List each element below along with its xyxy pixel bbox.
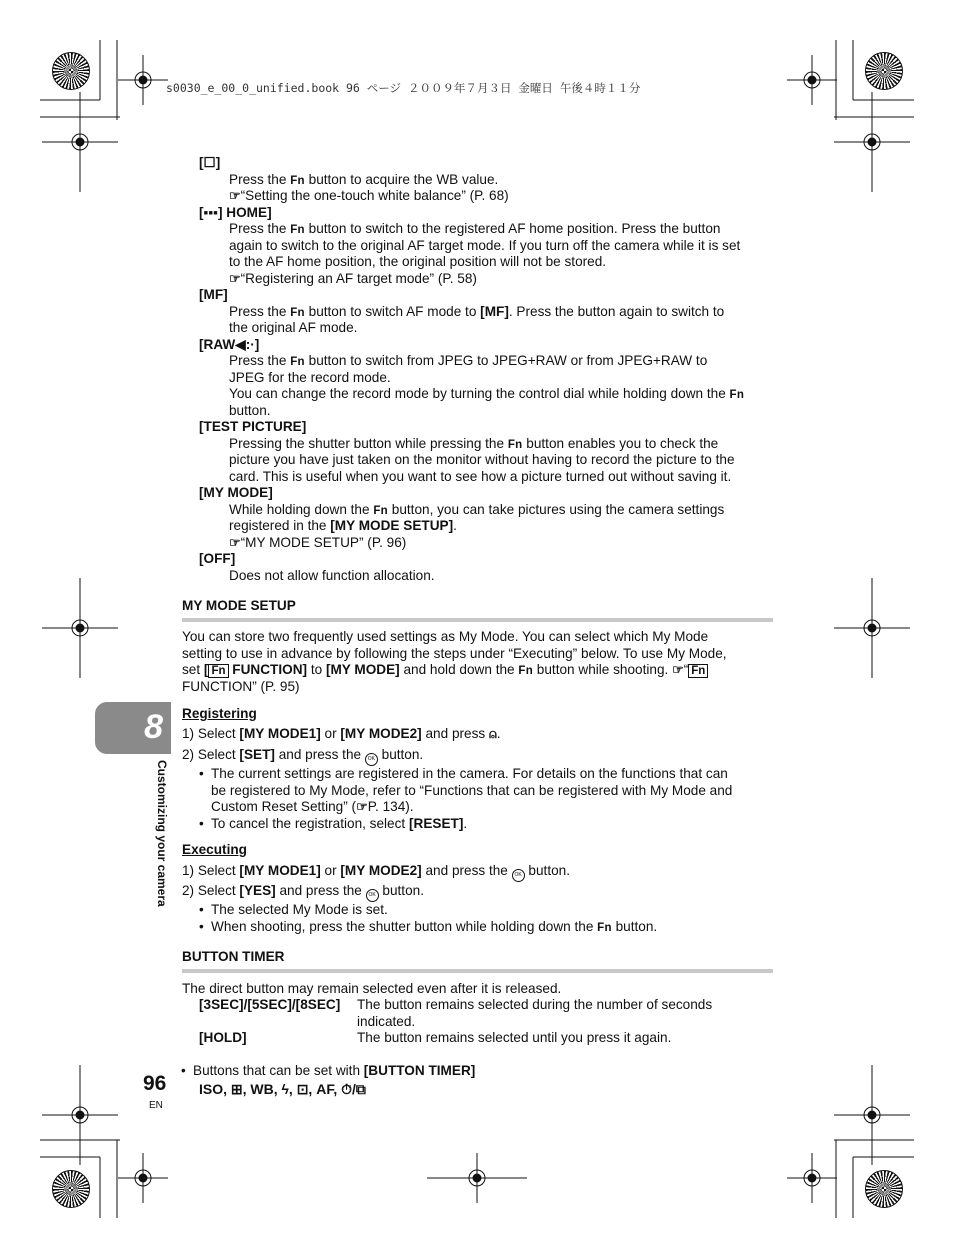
item-title: [☐] bbox=[199, 155, 221, 170]
bullet-text: When shooting, press the shutter button while holding down the Fn button. bbox=[211, 918, 658, 934]
subheading: Executing bbox=[182, 842, 247, 857]
fn-button-icon: Fn bbox=[518, 665, 534, 677]
item-text: again to switch to the original AF target mode. If you turn off the camera while it is set bbox=[229, 237, 741, 253]
item-text: ☞“MY MODE SETUP” (P. 96) bbox=[229, 534, 407, 550]
timer-option: [HOLD] bbox=[199, 1030, 247, 1045]
item-text: card. This is useful when you want to see how a picture turned out without saving it. bbox=[229, 468, 732, 484]
item-text: button. bbox=[229, 402, 271, 418]
fn-button-icon: Fn bbox=[290, 306, 305, 319]
item-title: [TEST PICTURE] bbox=[199, 419, 307, 434]
bold-term: [MF] bbox=[480, 303, 509, 319]
bold-term: [BUTTON TIMER] bbox=[363, 1063, 476, 1078]
intro-text: FUNCTION” (P. 95) bbox=[182, 678, 300, 694]
bullet-text: The selected My Mode is set. bbox=[211, 902, 388, 917]
intro-text: You can store two frequently used settings as My Mode. You can select which My Mode bbox=[182, 629, 709, 644]
section-rule bbox=[182, 969, 773, 973]
fn-button-icon: Fn bbox=[507, 438, 523, 451]
language-code: EN bbox=[149, 1100, 163, 1111]
timer-desc: The button remains selected until you press it again. bbox=[357, 1030, 672, 1045]
reference-icon: ☞ bbox=[229, 270, 241, 286]
intro-text: The direct button may remain selected even after it is released. bbox=[182, 981, 562, 996]
bold-term: [YES] bbox=[239, 883, 276, 898]
item-text: ☞“Setting the one-touch white balance” (P. 68) bbox=[229, 188, 509, 203]
bullet-icon: • bbox=[199, 918, 204, 934]
chapter-number: 8 bbox=[144, 708, 163, 746]
timer-desc: The button remains selected during the number of seconds bbox=[357, 997, 713, 1012]
fn-button-icon: Fn bbox=[290, 174, 305, 187]
item-title: [MF] bbox=[199, 287, 228, 302]
item-text: Press the Fn button to switch AF mode to [MF]. Press the button again to switch to bbox=[229, 303, 725, 319]
bullet-text: be registered to My Mode, refer to “Functions that can be registered with My Mode and bbox=[211, 782, 733, 798]
bold-term: [MY MODE2] bbox=[340, 863, 422, 878]
note-text: Buttons that can be set with [BUTTON TIMER] bbox=[193, 1063, 476, 1078]
bold-term: [MY MODE] bbox=[325, 662, 400, 677]
bold-term: [MY MODE SETUP] bbox=[330, 518, 454, 533]
timer-desc: indicated. bbox=[357, 1013, 416, 1029]
item-text: ☞“Registering an AF target mode” (P. 58) bbox=[229, 270, 477, 286]
bold-term: [ bbox=[203, 662, 209, 677]
item-title: [MY MODE] bbox=[199, 485, 273, 500]
fn-button-icon: Fn bbox=[208, 664, 228, 678]
chapter-tab bbox=[95, 702, 171, 754]
item-title: [▪▪▪] HOME] bbox=[199, 204, 272, 220]
page-number: 96 bbox=[143, 1072, 167, 1095]
bullet-text: The current settings are registered in the camera. For details on the functions that can bbox=[211, 766, 728, 781]
bullet-icon: • bbox=[199, 902, 204, 917]
bold-term: FUNCTION] bbox=[228, 662, 308, 677]
ok-button-icon: OK bbox=[512, 869, 525, 882]
bullet-icon: • bbox=[199, 815, 204, 831]
fn-button-icon: Fn bbox=[373, 504, 388, 517]
bullet-icon: • bbox=[181, 1063, 186, 1078]
subheading: Registering bbox=[182, 706, 257, 721]
bold-term: [MY MODE1] bbox=[239, 863, 321, 878]
section-heading: BUTTON TIMER bbox=[182, 949, 285, 964]
bullet-text: To cancel the registration, select [RESET]. bbox=[211, 815, 468, 831]
fn-button-icon: Fn bbox=[290, 356, 305, 368]
item-text: Press the Fn button to acquire the WB value. bbox=[229, 171, 499, 187]
chapter-label: Customizing your camera bbox=[155, 760, 169, 907]
bullet-text: Custom Reset Setting” (☞P. 134). bbox=[211, 799, 414, 814]
bold-term: [MY MODE2] bbox=[340, 726, 422, 741]
item-text: Press the Fn button to switch from JPEG to JPEG+RAW or from JPEG+RAW to bbox=[229, 353, 708, 368]
fn-button-icon: Fn bbox=[688, 664, 708, 678]
step-text: 2) Select [YES] and press the OK button. bbox=[182, 883, 424, 902]
step-text: 1) Select [MY MODE1] or [MY MODE2] and press ⍝. bbox=[182, 726, 501, 741]
intro-text: setting to use in advance by following the steps under “Executing” below. To use My Mode, bbox=[182, 645, 727, 661]
item-title: [OFF] bbox=[199, 551, 236, 566]
arrow-pad-icon: ⍝ bbox=[488, 726, 497, 741]
bold-term: [SET] bbox=[239, 746, 275, 762]
reference-icon: ☞ bbox=[672, 662, 684, 677]
intro-text: set [ Fn FUNCTION] to [MY MODE] and hold down the Fn button while shooting. ☞“ Fn bbox=[182, 662, 708, 679]
item-text: You can change the record mode by turning the control dial while holding down the Fn bbox=[229, 386, 745, 401]
item-text: to the AF home position, the original position will not be stored. bbox=[229, 254, 607, 269]
reference-icon: ☞ bbox=[229, 188, 241, 203]
item-text: Does not allow function allocation. bbox=[229, 567, 435, 583]
reference-icon: ☞ bbox=[229, 534, 241, 550]
step-text: 1) Select [MY MODE1] or [MY MODE2] and press the OK button. bbox=[182, 863, 570, 882]
item-text: JPEG for the record mode. bbox=[229, 369, 391, 385]
step-text: 2) Select [SET] and press the OK button. bbox=[182, 747, 423, 766]
item-text: picture you have just taken on the monitor without having to record the picture to the bbox=[229, 452, 735, 467]
fn-button-icon: Fn bbox=[729, 389, 745, 401]
timer-button-icons: ISO, ⊞, WB, ϟ, ⊡, AF, ⏱/⧉ bbox=[199, 1081, 366, 1097]
ok-button-icon: OK bbox=[365, 753, 378, 766]
section-rule bbox=[182, 618, 773, 622]
print-header: s0030_e_00_0_unified.book 96 ページ ２００９年７月３日 金曜日 午後４時１１分 bbox=[166, 81, 641, 95]
fn-button-icon: Fn bbox=[597, 921, 612, 934]
fn-button-icon: Fn bbox=[290, 224, 305, 236]
bold-term: [RESET] bbox=[408, 815, 464, 831]
reference-icon: ☞ bbox=[356, 799, 368, 814]
bold-term: [MY MODE1] bbox=[239, 726, 321, 741]
bullet-icon: • bbox=[199, 766, 204, 781]
item-text: While holding down the Fn button, you can take pictures using the camera settings bbox=[229, 501, 725, 517]
item-text: Pressing the shutter button while pressing the Fn button enables you to check the bbox=[229, 435, 719, 451]
section-heading: MY MODE SETUP bbox=[182, 598, 296, 613]
item-text: registered in the [MY MODE SETUP]. bbox=[229, 518, 457, 533]
item-text: the original AF mode. bbox=[229, 320, 358, 335]
item-text: Press the Fn button to switch to the registered AF home position. Press the button bbox=[229, 221, 721, 236]
ok-button-icon: OK bbox=[366, 889, 379, 902]
timer-option: [3SEC]/[5SEC]/[8SEC] bbox=[199, 997, 341, 1012]
item-title: [RAW◀:·] bbox=[199, 336, 260, 352]
